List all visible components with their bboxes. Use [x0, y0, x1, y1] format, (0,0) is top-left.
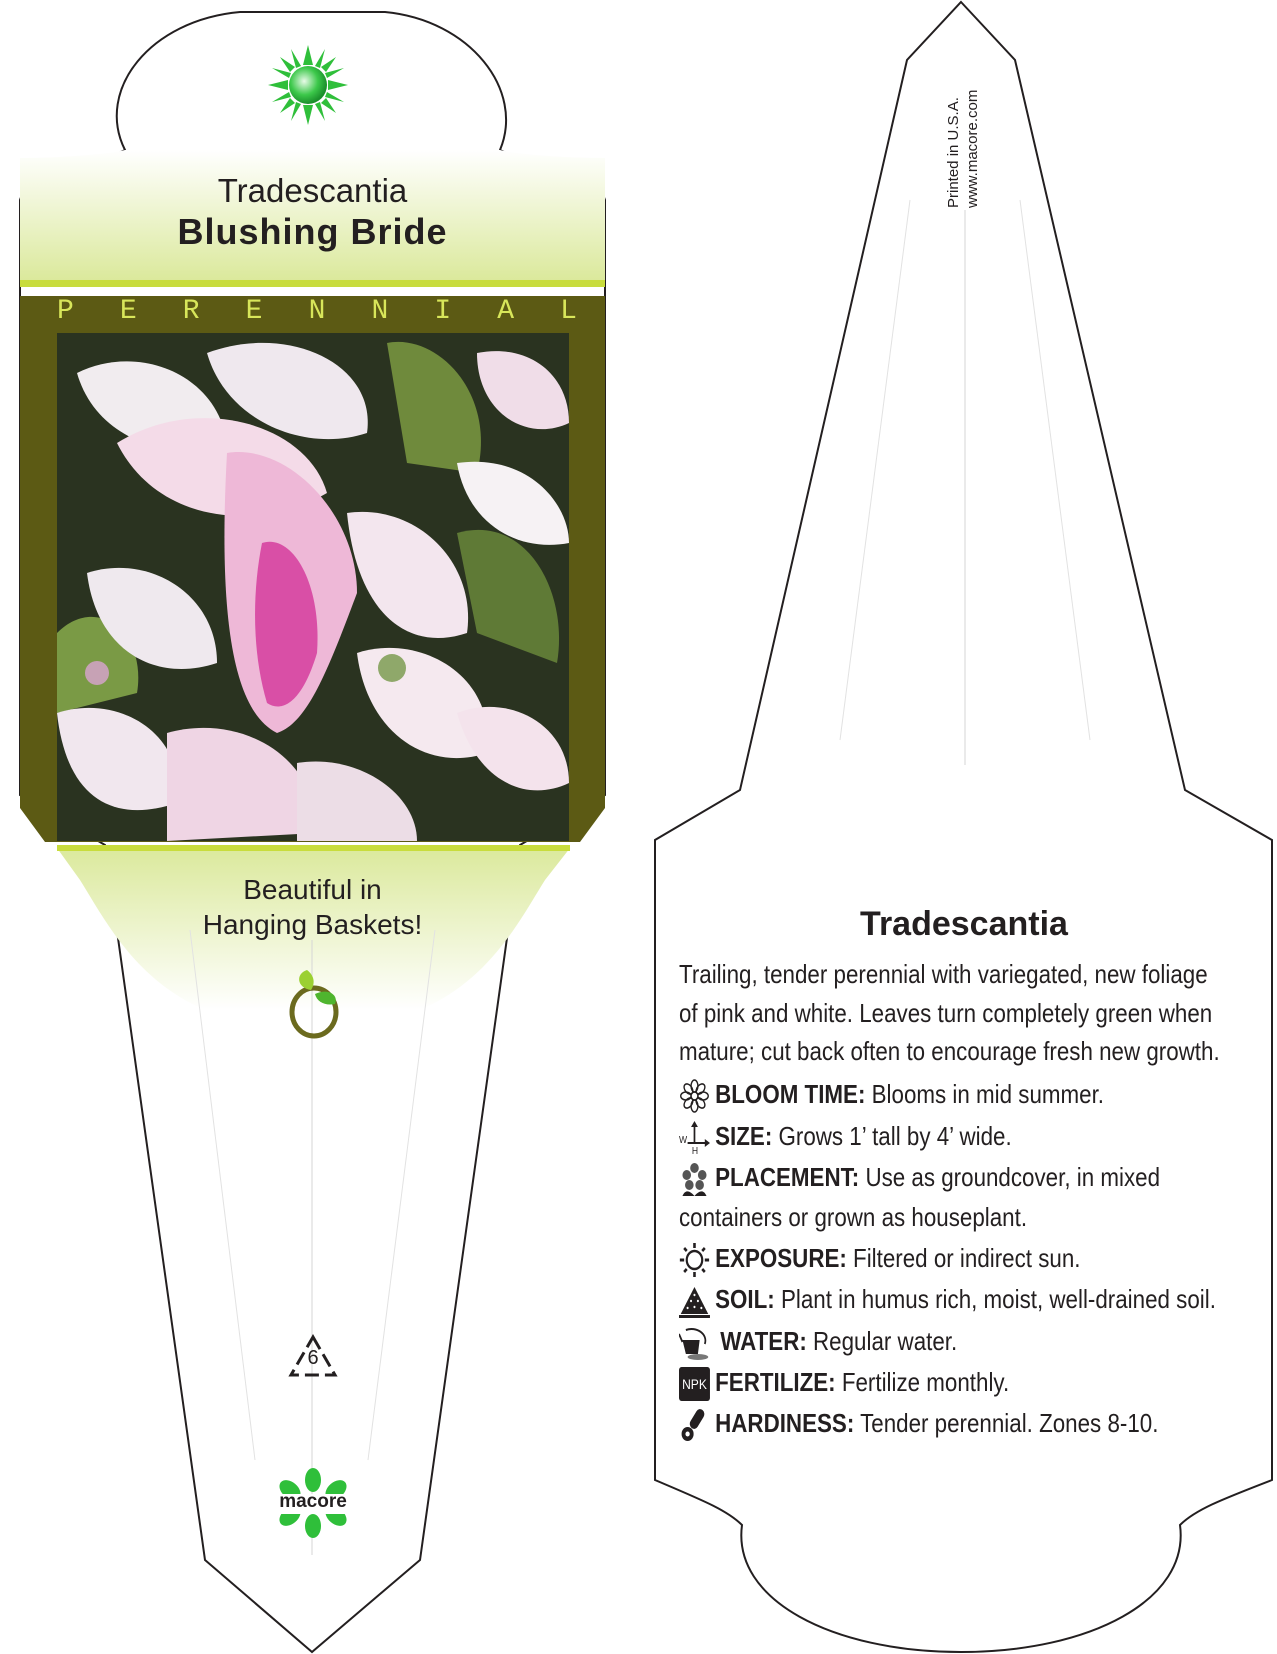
category-letter: E: [245, 296, 263, 327]
description-line: Trailing, tender perennial with variegated, new foliage: [679, 959, 1208, 989]
attribute-row: [679, 1280, 1216, 1318]
category-letter: L: [560, 296, 577, 327]
attribute-text: Grows 1’ tall by 4’ wide.: [778, 1121, 1012, 1151]
description: [679, 955, 1272, 1071]
seedling-icon: [287, 968, 341, 1040]
attribute-continuation: containers or grown as houseplant.: [679, 1202, 1028, 1232]
npk-icon: NPK: [679, 1367, 710, 1401]
attribute-label: EXPOSURE:: [715, 1243, 847, 1273]
attribute-text: Fertilize monthly.: [841, 1367, 1010, 1397]
attribute-label: BLOOM TIME:: [715, 1079, 866, 1109]
attribute-row: [679, 1322, 957, 1360]
attribute-label: PLACEMENT:: [715, 1162, 860, 1192]
category-letter: A: [497, 296, 515, 327]
brand-name: macore: [279, 1491, 347, 1512]
size-arrows-icon: [679, 1121, 710, 1155]
attribute-row: [679, 1363, 1009, 1401]
attribute-text: Plant in humus rich, moist, well-drained soil.: [780, 1284, 1216, 1314]
sun-icon: [679, 1243, 710, 1277]
attribute-label: WATER:: [720, 1326, 807, 1356]
category-letter: I: [434, 296, 452, 327]
category-letter: E: [119, 296, 137, 327]
soil-icon: [679, 1284, 710, 1318]
attribute-text: Use as groundcover, in mixed: [865, 1162, 1161, 1192]
attribute-label: SIZE:: [715, 1121, 773, 1151]
size-icon-w: W: [679, 1134, 688, 1146]
tagline-line: Beautiful in: [243, 874, 382, 905]
watering-can-icon: [679, 1326, 710, 1360]
attribute-text: Blooms in mid summer.: [871, 1079, 1105, 1109]
printed-credit: [944, 90, 982, 208]
description-line: mature; cut back often to encourage fresh new growth.: [679, 1036, 1220, 1066]
attribute-text: Regular water.: [813, 1326, 958, 1356]
attribute-row: [679, 1117, 1012, 1155]
thermometer-icon: [679, 1408, 710, 1442]
tagline-line: Hanging Baskets!: [202, 909, 423, 940]
attribute-text: Filtered or indirect sun.: [853, 1243, 1081, 1273]
tagline: [110, 872, 515, 942]
plants-icon: [679, 1162, 710, 1196]
description-line: of pink and white. Leaves turn completely green when: [679, 997, 1213, 1028]
sun-logo-icon: [268, 45, 348, 125]
category-letter: R: [182, 296, 200, 327]
category-letter: N: [308, 296, 326, 327]
attribute-row: [679, 1239, 1080, 1277]
plant-genus: Tradescantia: [217, 172, 408, 209]
attribute-row: [679, 1158, 1160, 1196]
attribute-text: Tender perennial. Zones 8-10.: [860, 1408, 1159, 1438]
flower-icon: [679, 1079, 710, 1113]
macore-logo: [270, 1468, 356, 1538]
recycle-number: 6: [307, 1347, 319, 1369]
category-letter: P: [57, 296, 74, 327]
size-icon-h: H: [691, 1145, 699, 1156]
back-title: Tradescantia: [860, 905, 1068, 943]
plant-cultivar: Blushing Bride: [177, 211, 448, 252]
attribute-label: SOIL:: [715, 1284, 775, 1314]
plant-photo: [57, 333, 569, 841]
website-line: www.macore.com: [964, 89, 981, 208]
category-letter: N: [371, 296, 389, 327]
category-label: [57, 296, 577, 327]
attribute-row: [679, 1404, 1158, 1442]
printed-line: Printed in U.S.A.: [945, 97, 962, 208]
attribute-label: FERTILIZE:: [715, 1367, 836, 1397]
attribute-label: HARDINESS:: [715, 1408, 855, 1438]
attribute-row: [679, 1075, 1104, 1113]
recycle-6-icon: [287, 1333, 339, 1379]
